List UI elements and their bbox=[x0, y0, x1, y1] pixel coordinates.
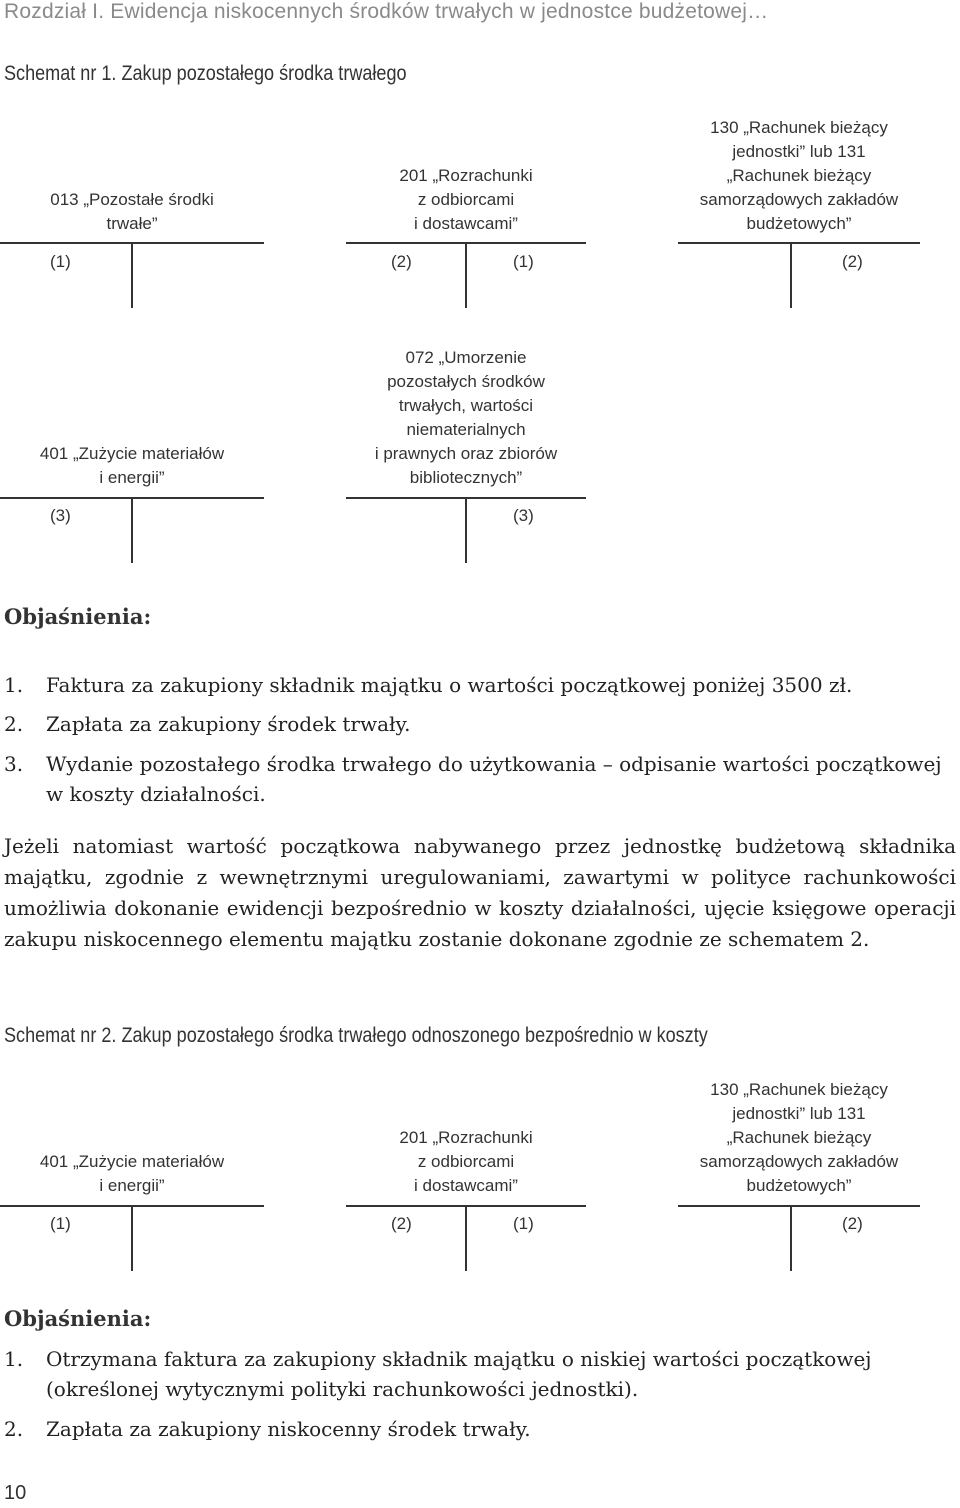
t-account-201-vline bbox=[465, 1205, 467, 1271]
schema-1-title: Schemat nr 1. Zakup pozostałego środka trwałego bbox=[4, 62, 407, 85]
notes-title: Objaśnienia: bbox=[4, 604, 152, 629]
t-account-401 bbox=[0, 344, 264, 490]
body-paragraph: Jeżeli natomiast wartość początkowa nabywanego przez jednostkę budżetową składnika majątku, zgodnie z wewnętrznymi uregulowaniami, zawartymi w polityce rachunkowości umożliwia dokonanie ewidencji bezpośrednio w koszty działalności, ujęcie księgowe operacji zakupu niskocennego elementu majątku zostanie dokonane zgodnie ze schematem 2. bbox=[4, 834, 956, 951]
t-account-072-right-entry: (3) bbox=[513, 506, 534, 525]
account-name: 201 „Rozrachunki z odbiorcami i dostawcami” bbox=[399, 1128, 533, 1195]
note-item: 2. Zapłata za zakupiony niskocenny środek trwały. bbox=[4, 1417, 531, 1441]
account-name: 072 „Umorzenie pozostałych środków trwałych, wartości niematerialnych i prawnych oraz zbiorów bibliotecznych” bbox=[374, 348, 558, 487]
t-account-201-left-entry: (2) bbox=[391, 1214, 412, 1233]
account-name: 130 „Rachunek bieżący jednostki” lub 131 „Rachunek bieżący samorządowych zakładów budżetowych” bbox=[699, 118, 899, 233]
note-item: 3. Wydanie pozostałego środka trwałego do użytkowania – odpisanie wartości początkowej w koszty działalności. bbox=[4, 752, 942, 806]
t-account-401-vline bbox=[131, 497, 133, 563]
t-account-130-right-entry: (2) bbox=[842, 1214, 863, 1233]
account-name: 201 „Rozrachunki z odbiorcami i dostawcami” bbox=[399, 166, 533, 233]
t-account-401 bbox=[0, 1076, 264, 1198]
schema-2-title: Schemat nr 2. Zakup pozostałego środka trwałego odnoszonego bezpośrednio w koszty bbox=[4, 1024, 708, 1047]
account-name: 401 „Zużycie materiałów i energii” bbox=[39, 444, 225, 487]
t-account-072-vline bbox=[465, 497, 467, 563]
t-account-201-right-entry: (1) bbox=[513, 252, 534, 271]
t-account-201-vline bbox=[465, 242, 467, 308]
t-account-401-vline bbox=[131, 1205, 133, 1271]
t-account-201 bbox=[346, 114, 586, 236]
t-account-130-hline bbox=[678, 242, 920, 244]
t-account-130-vline bbox=[790, 242, 792, 308]
note-item: 2. Zapłata za zakupiony środek trwały. bbox=[4, 712, 411, 736]
t-account-201-right-entry: (1) bbox=[513, 1214, 534, 1233]
t-account-401-left-entry: (3) bbox=[50, 506, 71, 525]
t-account-130-right-entry: (2) bbox=[842, 252, 863, 271]
t-account-072 bbox=[346, 344, 586, 490]
t-account-130 bbox=[678, 1076, 920, 1198]
account-name: 401 „Zużycie materiałów i energii” bbox=[39, 1152, 225, 1195]
notes-title: Objaśnienia: bbox=[4, 1306, 152, 1331]
t-account-401-left-entry: (1) bbox=[50, 1214, 71, 1233]
note-item: 1. Otrzymana faktura za zakupiony składnik majątku o niskiej wartości początkowej (określonej wytycznymi polityki rachunkowości jednostki). bbox=[4, 1347, 872, 1401]
t-account-013-left-entry: (1) bbox=[50, 252, 71, 271]
note-item: 1. Faktura za zakupiony składnik majątku o wartości początkowej poniżej 3500 zł. bbox=[4, 673, 853, 697]
t-account-013-vline bbox=[131, 242, 133, 308]
t-account-201-left-entry: (2) bbox=[391, 252, 412, 271]
running-header: Rozdział I. Ewidencja niskocennych środków trwałych w jednostce budżetowej… bbox=[4, 0, 769, 23]
account-name: 013 „Pozostałe środki trwałe” bbox=[50, 190, 214, 233]
page-number: 10 bbox=[4, 1482, 27, 1504]
t-account-201 bbox=[346, 1076, 586, 1198]
account-name: 130 „Rachunek bieżący jednostki” lub 131 „Rachunek bieżący samorządowych zakładów budżetowych” bbox=[699, 1080, 899, 1195]
t-account-130-hline bbox=[678, 1205, 920, 1207]
t-account-130-vline bbox=[790, 1205, 792, 1271]
t-account-013 bbox=[0, 114, 264, 236]
t-account-130 bbox=[678, 114, 920, 236]
